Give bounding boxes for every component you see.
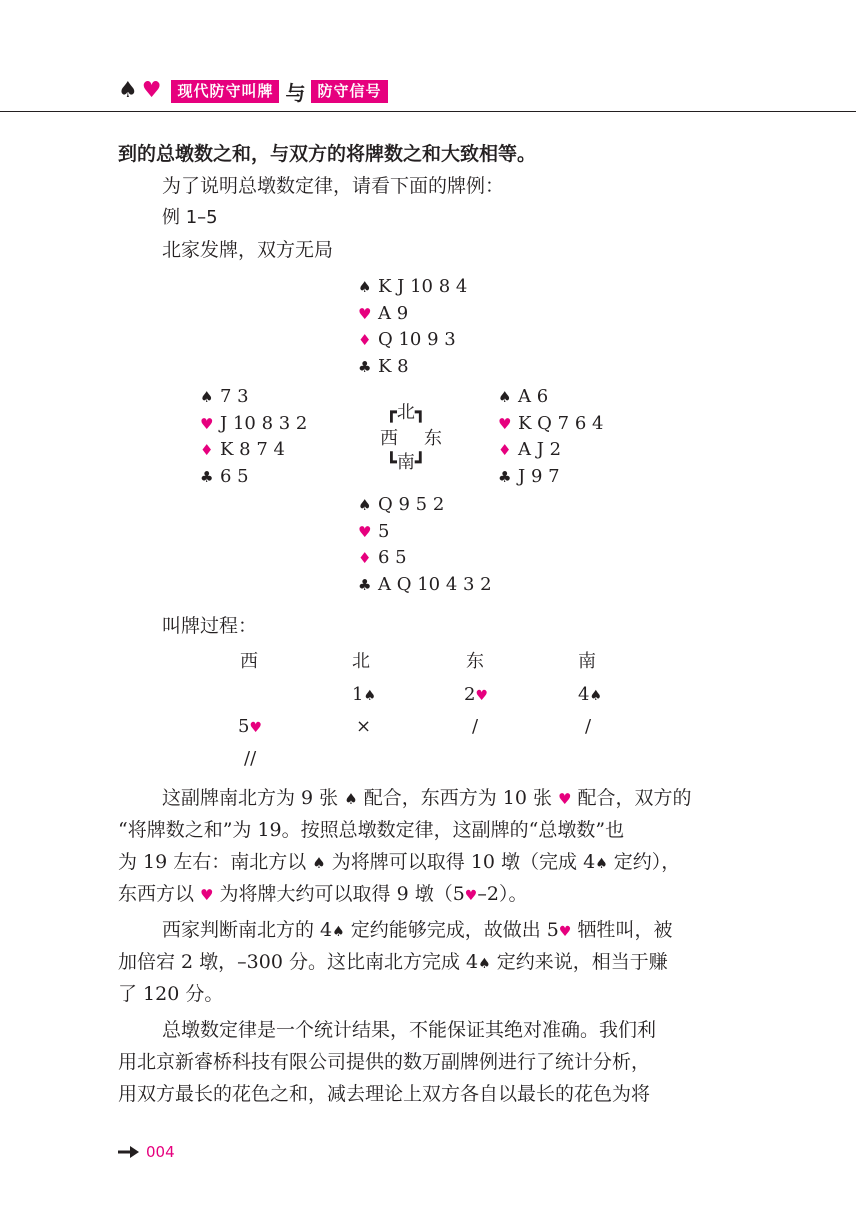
spade-icon: ♠ [478, 956, 491, 972]
west-hearts: J 10 8 3 2 [220, 412, 308, 434]
north-clubs: K 8 [378, 355, 409, 377]
heart-icon: ♥ [200, 414, 214, 433]
body-line-9: 用北京新睿桥科技有限公司提供的数万副牌例进行了统计分析， [118, 1051, 651, 1073]
club-icon: ♣ [358, 357, 372, 376]
compass-west: 西 [380, 428, 398, 449]
body-line-3: 为 19 左右：南北方以 ♠ 为将牌可以取得 10 墩（完成 4♠ 定约）， [118, 851, 681, 873]
arrow-right-icon [118, 1145, 140, 1159]
spade-icon: ♠ [344, 790, 358, 808]
body-line-6: 加倍宕 2 墩，–300 分。这比南北方完成 4♠ 定约来说，相当于赚 [118, 951, 668, 973]
body-line-4: 东西方以 ♥ 为将牌大约可以取得 9 墩（5♥–2）。 [118, 883, 528, 905]
spade-icon: ♠ [589, 688, 603, 704]
spade-icon: ♠ [363, 688, 377, 704]
east-diamonds: A J 2 [518, 439, 562, 460]
diamond-icon: ♦ [358, 549, 372, 567]
example-label: 例 1–5 [162, 207, 218, 228]
body-line-7: 了 120 分。 [118, 983, 224, 1005]
west-clubs: 6 5 [220, 465, 249, 487]
heart-icon: ♥ [464, 888, 478, 904]
compass-north: ┏北┓ [386, 402, 426, 423]
header-title-part2: 防守信号 [311, 80, 387, 103]
west-diamonds: K 8 7 4 [220, 439, 285, 460]
north-spades: K J 10 8 4 [378, 276, 468, 297]
bid-north-1: 1♠ [352, 684, 377, 705]
heart-icon: ♥ [200, 886, 214, 904]
auction-header-north: 北 [352, 651, 370, 672]
heart-icon: ♥ [475, 688, 489, 704]
south-diamonds: 6 5 [378, 547, 407, 568]
east-spades: A 6 [518, 386, 549, 407]
body-line-2: “将牌数之和”为 19。按照总墩数定律，这副牌的“总墩数”也 [118, 819, 625, 841]
west-spades: 7 3 [220, 386, 249, 407]
bid-east-2: / [472, 716, 479, 737]
club-icon: ♣ [200, 467, 214, 486]
east-hand [498, 384, 603, 490]
north-hearts: A 9 [378, 302, 409, 324]
paragraph-continuation: 到的总墩数之和，与双方的将牌数之和大致相等。 [118, 143, 537, 165]
south-hand [358, 492, 492, 598]
bid-north-2: × [356, 716, 372, 737]
page-footer [118, 1143, 175, 1161]
spade-icon: ♠ [118, 78, 138, 103]
body-line-8: 总墩数定律是一个统计结果，不能保证其绝对准确。我们利 [162, 1019, 657, 1041]
body-line-5: 西家判断南北方的 4♠ 定约能够完成，故做出 5♥ 牺牲叫，被 [162, 919, 673, 941]
club-icon: ♣ [498, 467, 512, 486]
header-title-part1: 现代防守叫牌 [171, 80, 279, 103]
heart-icon: ♥ [141, 78, 162, 103]
bid-west-2: 5♥ [238, 716, 263, 737]
spade-icon: ♠ [358, 278, 372, 296]
page-number: 004 [146, 1143, 175, 1161]
heart-icon: ♥ [558, 924, 572, 940]
compass-east: 东 [424, 428, 442, 449]
deal-info: 北家发牌，双方无局 [162, 239, 334, 261]
auction-header-east: 东 [466, 651, 484, 672]
body-line-10: 用双方最长的花色之和，减去理论上双方各自以最长的花色为将 [118, 1083, 651, 1105]
diamond-icon: ♦ [498, 441, 512, 459]
header-connector: 与 [285, 80, 306, 105]
spade-icon: ♠ [332, 924, 345, 940]
spade-icon: ♠ [312, 854, 326, 872]
header-rule [0, 111, 856, 112]
bid-west-3: // [244, 748, 257, 769]
club-icon: ♣ [358, 575, 372, 594]
spade-icon: ♠ [200, 388, 214, 406]
north-diamonds: Q 10 9 3 [378, 329, 456, 350]
south-clubs: A Q 10 4 3 2 [378, 573, 492, 595]
south-hearts: 5 [378, 520, 390, 542]
spade-icon: ♠ [498, 388, 512, 406]
diamond-icon: ♦ [200, 441, 214, 459]
heart-icon: ♥ [558, 790, 572, 808]
south-spades: Q 9 5 2 [378, 494, 445, 515]
heart-icon: ♥ [358, 522, 372, 541]
paragraph-intro: 为了说明总墩数定律，请看下面的牌例： [162, 175, 505, 197]
north-hand [358, 274, 467, 380]
compass [378, 398, 458, 474]
spade-icon: ♠ [595, 856, 608, 872]
east-clubs: J 9 7 [518, 465, 560, 487]
auction-label: 叫牌过程： [162, 615, 258, 637]
east-hearts: K Q 7 6 4 [518, 412, 604, 434]
west-hand [200, 384, 307, 490]
body-line-1: 这副牌南北方为 9 张 ♠ 配合，东西方为 10 张 ♥ 配合，双方的 [162, 787, 692, 809]
auction-header-west: 西 [240, 651, 258, 672]
heart-icon: ♥ [249, 720, 263, 736]
bid-south-2: / [585, 716, 592, 737]
compass-south: ┗南┛ [386, 452, 426, 473]
bid-east-1: 2♥ [464, 684, 489, 705]
running-header [118, 78, 388, 104]
auction-header-south: 南 [578, 651, 596, 672]
heart-icon: ♥ [498, 414, 512, 433]
heart-icon: ♥ [358, 304, 372, 323]
spade-icon: ♠ [358, 496, 372, 514]
diamond-icon: ♦ [358, 331, 372, 349]
bid-south-1: 4♠ [578, 684, 603, 705]
